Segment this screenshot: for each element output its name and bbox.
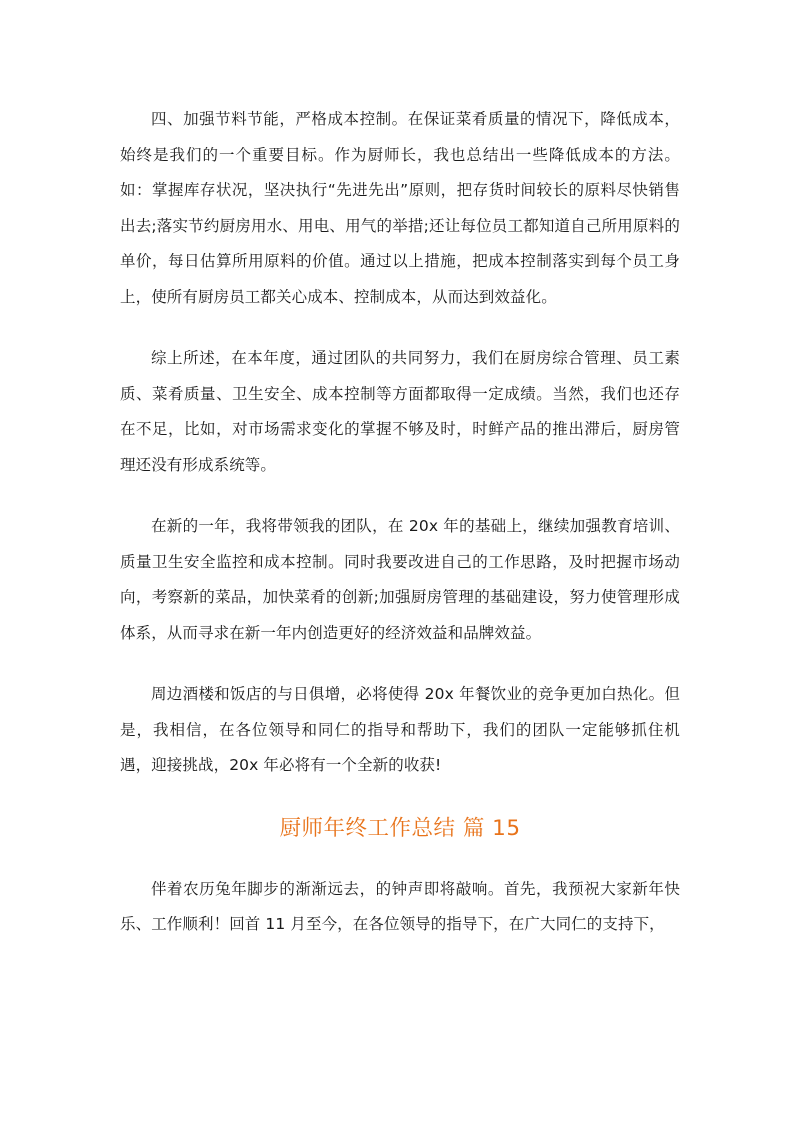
paragraph-cost-control: 四、加强节料节能，严格成本控制。在保证菜肴质量的情况下，降低成本，始终是我们的一个重要目标。作为厨师长，我也总结出一些降低成本的方法。如：掌握库存状况，坚决执行“先进先出”原则，把存货时间较长的原料尽快销售出去;落实节约厨房用水、用电、用气的举措;还让每位员工都知道自己所用原料的单价，每日估算所用原料的价值。通过以上措施，把成本控制落实到每个员工身上，使所有厨房员工都关心成本、控制成本，从而达到效益化。 xyxy=(120,110,680,306)
paragraph-section-intro: 伴着农历兔年脚步的渐渐远去，的钟声即将敲响。首先，我预祝大家新年快乐、工作顺利！回首 11 月至今，在各位领导的指导下，在广大同仁的支持下， xyxy=(120,879,680,933)
paragraph-summary: 综上所述，在本年度，通过团队的共同努力，我们在厨房综合管理、员工素质、菜肴质量、卫生安全、成本控制等方面都取得一定成绩。当然，我们也还存在不足，比如，对市场需求变化的掌握不够及时，时鲜产品的推出滞后，厨房管理还没有形成系统等。 xyxy=(120,349,680,474)
section-heading: 厨师年终工作总结 篇 15 xyxy=(279,815,521,841)
paragraph-new-year-plan: 在新的一年，我将带领我的团队，在 20x 年的基础上，继续加强教育培训、质量卫生安全监控和成本控制。同时我要改进自己的工作思路，及时把握市场动向，考察新的菜品，加快菜肴的创新;加强厨房管理的基础建设，努力使管理形成体系，从而寻求在新一年内创造更好的经济效益和品牌效益。 xyxy=(120,517,680,642)
paragraph-competition-outlook: 周边酒楼和饭店的与日俱增，必将使得 20x 年餐饮业的竞争更加白热化。但是，我相信，在各位领导和同仁的指导和帮助下，我们的团队一定能够抓住机遇，迎接挑战，20x 年必将有一个全新的收获! xyxy=(120,685,680,774)
